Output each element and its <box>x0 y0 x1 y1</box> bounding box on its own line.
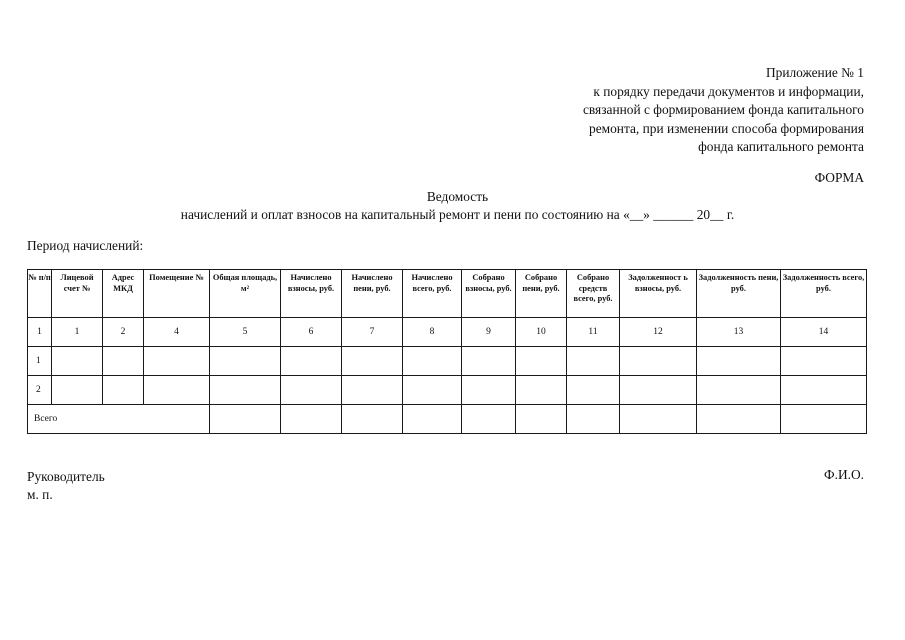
fio-label: Ф.И.О. <box>824 467 864 482</box>
header-row <box>28 270 867 318</box>
column-header: Адрес МКД <box>103 270 144 318</box>
column-number: 7 <box>342 318 403 347</box>
total-label: Всего <box>28 405 210 434</box>
appendix-line: Приложение № 1 <box>765 65 864 80</box>
table-cell <box>210 347 281 376</box>
column-number: 8 <box>403 318 462 347</box>
table-cell <box>342 376 403 405</box>
column-header: Начислено всего, руб. <box>403 270 462 318</box>
column-header: Собрано пени, руб. <box>516 270 567 318</box>
table-cell <box>144 376 210 405</box>
table-cell <box>516 376 567 405</box>
table-cell <box>52 376 103 405</box>
table-cell <box>620 405 697 434</box>
table-cell <box>697 376 781 405</box>
table-cell <box>342 405 403 434</box>
table-cell <box>52 347 103 376</box>
table-row <box>28 376 867 405</box>
table-cell <box>462 405 516 434</box>
column-header: Задолженность всего, руб. <box>781 270 867 318</box>
column-number: 13 <box>697 318 781 347</box>
table-cell <box>567 376 620 405</box>
table-cell <box>620 347 697 376</box>
row-number: 2 <box>28 376 52 405</box>
appendix-line: ремонта, при изменении способа формирования <box>589 120 864 136</box>
appendix-line: связанной с формированием фонда капитального <box>582 102 864 118</box>
column-header: Собрано средств всего, руб. <box>567 270 620 318</box>
table-cell <box>403 347 462 376</box>
table-cell <box>210 376 281 405</box>
column-number: 9 <box>462 318 516 347</box>
table-cell <box>781 347 867 376</box>
table-cell <box>462 347 516 376</box>
column-header: Помещение № <box>144 270 210 318</box>
column-header: Общая площадь, м² <box>210 270 281 318</box>
table-row <box>28 347 867 376</box>
column-number: 5 <box>210 318 281 347</box>
table-cell <box>516 405 567 434</box>
column-number: 4 <box>144 318 210 347</box>
table-cell <box>403 405 462 434</box>
table-cell <box>697 347 781 376</box>
column-number: 11 <box>567 318 620 347</box>
total-row <box>28 405 867 434</box>
seal-label: м. п. <box>27 487 53 502</box>
column-header: Задолженност ь взносы, руб. <box>620 270 697 318</box>
table-cell <box>281 347 342 376</box>
table-cell <box>462 376 516 405</box>
table-cell <box>567 405 620 434</box>
table-cell <box>342 347 403 376</box>
signer-label: Руководитель <box>27 469 105 484</box>
appendix-line: фонда капитального ремонта <box>698 139 864 155</box>
column-number-row <box>28 318 867 347</box>
period-label: Период начислений: <box>27 238 144 253</box>
row-number: 1 <box>28 347 52 376</box>
column-number: 14 <box>781 318 867 347</box>
table-cell <box>567 347 620 376</box>
table-cell <box>781 405 867 434</box>
column-number: 10 <box>516 318 567 347</box>
column-header: Собрано взносы, руб. <box>462 270 516 318</box>
table-cell <box>103 347 144 376</box>
column-number: 6 <box>281 318 342 347</box>
table-cell <box>403 376 462 405</box>
column-header: Лицевой счет № <box>52 270 103 318</box>
table-cell <box>697 405 781 434</box>
appendix-note <box>583 64 864 157</box>
table-cell <box>210 405 281 434</box>
table-cell <box>103 376 144 405</box>
report-table <box>27 269 867 434</box>
table-cell <box>281 405 342 434</box>
table-cell <box>781 376 867 405</box>
form-label: ФОРМА <box>814 170 864 185</box>
document-title: Ведомость <box>426 189 489 204</box>
appendix-line: к порядку передачи документов и информации, <box>593 83 864 99</box>
column-number: 1 <box>28 318 52 347</box>
document-subtitle: начислений и оплат взносов на капитальный ремонт и пени по состоянию на «__» ______ 20__ г. <box>180 207 735 222</box>
table-cell <box>281 376 342 405</box>
column-header: Начислено пени, руб. <box>342 270 403 318</box>
column-header: № п/п <box>28 270 52 318</box>
column-number: 2 <box>103 318 144 347</box>
column-number: 1 <box>52 318 103 347</box>
table-cell <box>144 347 210 376</box>
table-cell <box>620 376 697 405</box>
column-number: 12 <box>620 318 697 347</box>
column-header: Начислено взносы, руб. <box>281 270 342 318</box>
column-header: Задолженность пени, руб. <box>697 270 781 318</box>
table-cell <box>516 347 567 376</box>
